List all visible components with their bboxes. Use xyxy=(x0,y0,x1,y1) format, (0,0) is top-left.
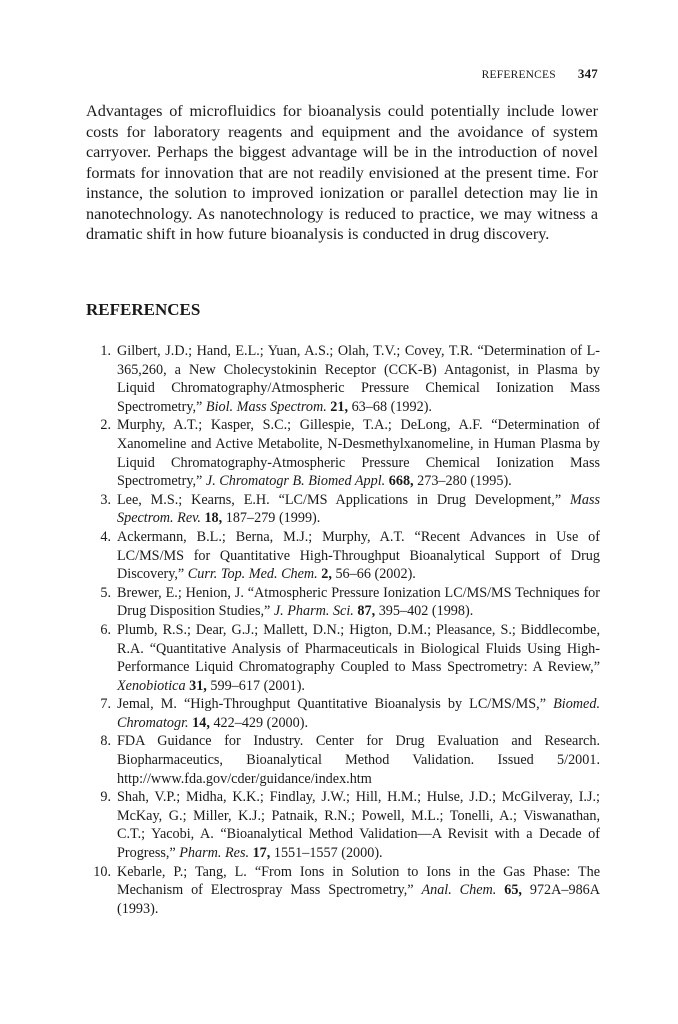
reference-pages: 1551–1557 (2000). xyxy=(273,845,383,862)
reference-authors-title: Murphy, A.T.; Kasper, S.C.; Gillespie, T.A.; DeLong, A.F. “Determination of Xanomeline and Active Metabolite, N-Desmethylxanomeline, in Human Plasma by Liquid Chromatography-Atmospheric Pressure Chemical Ionization Mass Spectrometry,” xyxy=(117,417,600,490)
reference-journal: Biomed. Chromatogr. xyxy=(117,696,600,731)
reference-journal: J. Chromatogr B. Biomed Appl. xyxy=(205,473,386,490)
reference-item xyxy=(86,491,600,528)
reference-authors-title: Lee, M.S.; Kearns, E.H. “LC/MS Applications in Drug Development,” xyxy=(117,491,562,508)
reference-volume: 14, xyxy=(192,714,210,731)
reference-authors-title: Brewer, E.; Henion, J. “Atmospheric Pressure Ionization LC/MS/MS Techniques for Drug Disposition Studies,” xyxy=(117,584,600,620)
reference-authors-title: Shah, V.P.; Midha, K.K.; Findlay, J.W.; Hill, H.M.; Hulse, J.D.; McGilveray, I.J.; McKay, G.; Miller, K.J.; Patnaik, R.N.; Powell, M.L.; Tonelli, A.; Viswanathan, C.T.; Yacobi, A. “Bioanalytical Method Validation—A Revisit with a Decade of Progress,” xyxy=(117,789,600,862)
reference-item xyxy=(86,584,600,621)
reference-journal: J. Pharm. Sci. xyxy=(273,603,354,620)
reference-number: 7. xyxy=(100,696,111,713)
reference-volume: 668, xyxy=(388,473,414,490)
reference-pages: 63–68 (1992). xyxy=(351,398,432,415)
reference-pages: 56–66 (2002). xyxy=(335,566,416,583)
reference-journal: Mass Spectrom. Rev. xyxy=(117,491,600,527)
reference-pages: 422–429 (2000). xyxy=(213,714,309,731)
reference-item xyxy=(86,732,600,788)
reference-item xyxy=(86,863,600,919)
reference-item xyxy=(86,342,600,416)
reference-pages: 972A–986A (1993). xyxy=(117,882,601,917)
reference-volume: 18, xyxy=(204,510,223,527)
reference-authors-title: Jemal, M. “High-Throughput Quantitative Bioanalysis by LC/MS/MS,” xyxy=(117,696,547,713)
reference-pages: 599–617 (2001). xyxy=(210,677,305,694)
running-title: REFERENCES xyxy=(481,69,556,81)
reference-journal: Curr. Top. Med. Chem. xyxy=(187,566,318,583)
reference-authors-title: FDA Guidance for Industry. Center for Drug Evaluation and Research. Biopharmaceutics, Bioanalytical Method Validation. Issued 5/2001. http://www.fda.gov/cder/guidance/index.htm xyxy=(117,733,600,787)
reference-number: 4. xyxy=(100,528,111,545)
reference-number: 10. xyxy=(93,863,111,880)
reference-pages: 187–279 (1999). xyxy=(225,510,321,527)
reference-item xyxy=(86,621,600,695)
running-head xyxy=(86,66,598,82)
reference-number: 9. xyxy=(100,789,111,806)
reference-number: 3. xyxy=(100,491,111,508)
reference-volume: 87, xyxy=(357,603,376,620)
reference-pages: 273–280 (1995). xyxy=(417,473,512,490)
page-number: 347 xyxy=(577,66,598,81)
reference-authors-title: Plumb, R.S.; Dear, G.J.; Mallett, D.N.; Higton, D.M.; Pleasance, S.; Biddlecombe, R.A. “Quantitative Analysis of Pharmaceuticals in Biological Fluids Using High-Performance Liquid Chromatography Coupled to Mass Spectrometry: A Review,” xyxy=(117,621,600,676)
reference-item xyxy=(86,695,600,732)
reference-volume: 17, xyxy=(252,845,271,862)
section-heading: REFERENCES xyxy=(86,300,201,319)
reference-journal: Biol. Mass Spectrom. xyxy=(205,398,327,415)
reference-volume: 21, xyxy=(330,398,349,415)
reference-authors-title: Ackermann, B.L.; Berna, M.J.; Murphy, A.T. “Recent Advances in Use of LC/MS/MS for Quantitative High-Throughput Bioanalytical Support of Drug Discovery,” xyxy=(117,528,600,583)
reference-list xyxy=(86,342,600,918)
reference-volume: 31, xyxy=(189,677,207,694)
reference-number: 2. xyxy=(100,417,111,434)
reference-pages: 395–402 (1998). xyxy=(378,603,474,620)
reference-authors-title: Kebarle, P.; Tang, L. “From Ions in Solution to Ions in the Gas Phase: The Mechanism of Electrospray Mass Spectrometry,” xyxy=(117,863,600,899)
reference-journal: Xenobiotica xyxy=(117,677,186,694)
reference-number: 5. xyxy=(100,584,111,601)
reference-volume: 65, xyxy=(504,882,522,899)
reference-item xyxy=(86,416,600,490)
reference-item xyxy=(86,528,600,584)
reference-number: 6. xyxy=(100,621,111,638)
reference-journal: Anal. Chem. xyxy=(421,882,497,899)
body-paragraph: Advantages of microfluidics for bioanalysis could potentially include lower costs for laboratory reagents and equipment and the avoidance of system carryover. Perhaps the biggest advantage will be in the introduction of novel formats for innovation that are not readily envisioned at the present time. For instance, the solution to improved ionization or parallel detection may lie in nanotechnology. As nanotechnology is reduced to practice, we may witness a dramatic shift in how future bioanalysis is conducted in drug discovery. xyxy=(86,102,598,243)
reference-number: 1. xyxy=(100,343,111,359)
reference-volume: 2, xyxy=(321,566,332,583)
reference-journal: Pharm. Res. xyxy=(179,845,250,862)
reference-number: 8. xyxy=(100,733,111,750)
reference-authors-title: Gilbert, J.D.; Hand, E.L.; Yuan, A.S.; Olah, T.V.; Covey, T.R. “Determination of L-365,260, a New Cholecystokinin Receptor (CCK-B) Antagonist, in Plasma by Liquid Chromatography/Atmospheric Pressure Chemical Ionization Mass Spectrometry,” xyxy=(117,343,600,415)
reference-item xyxy=(86,788,600,862)
